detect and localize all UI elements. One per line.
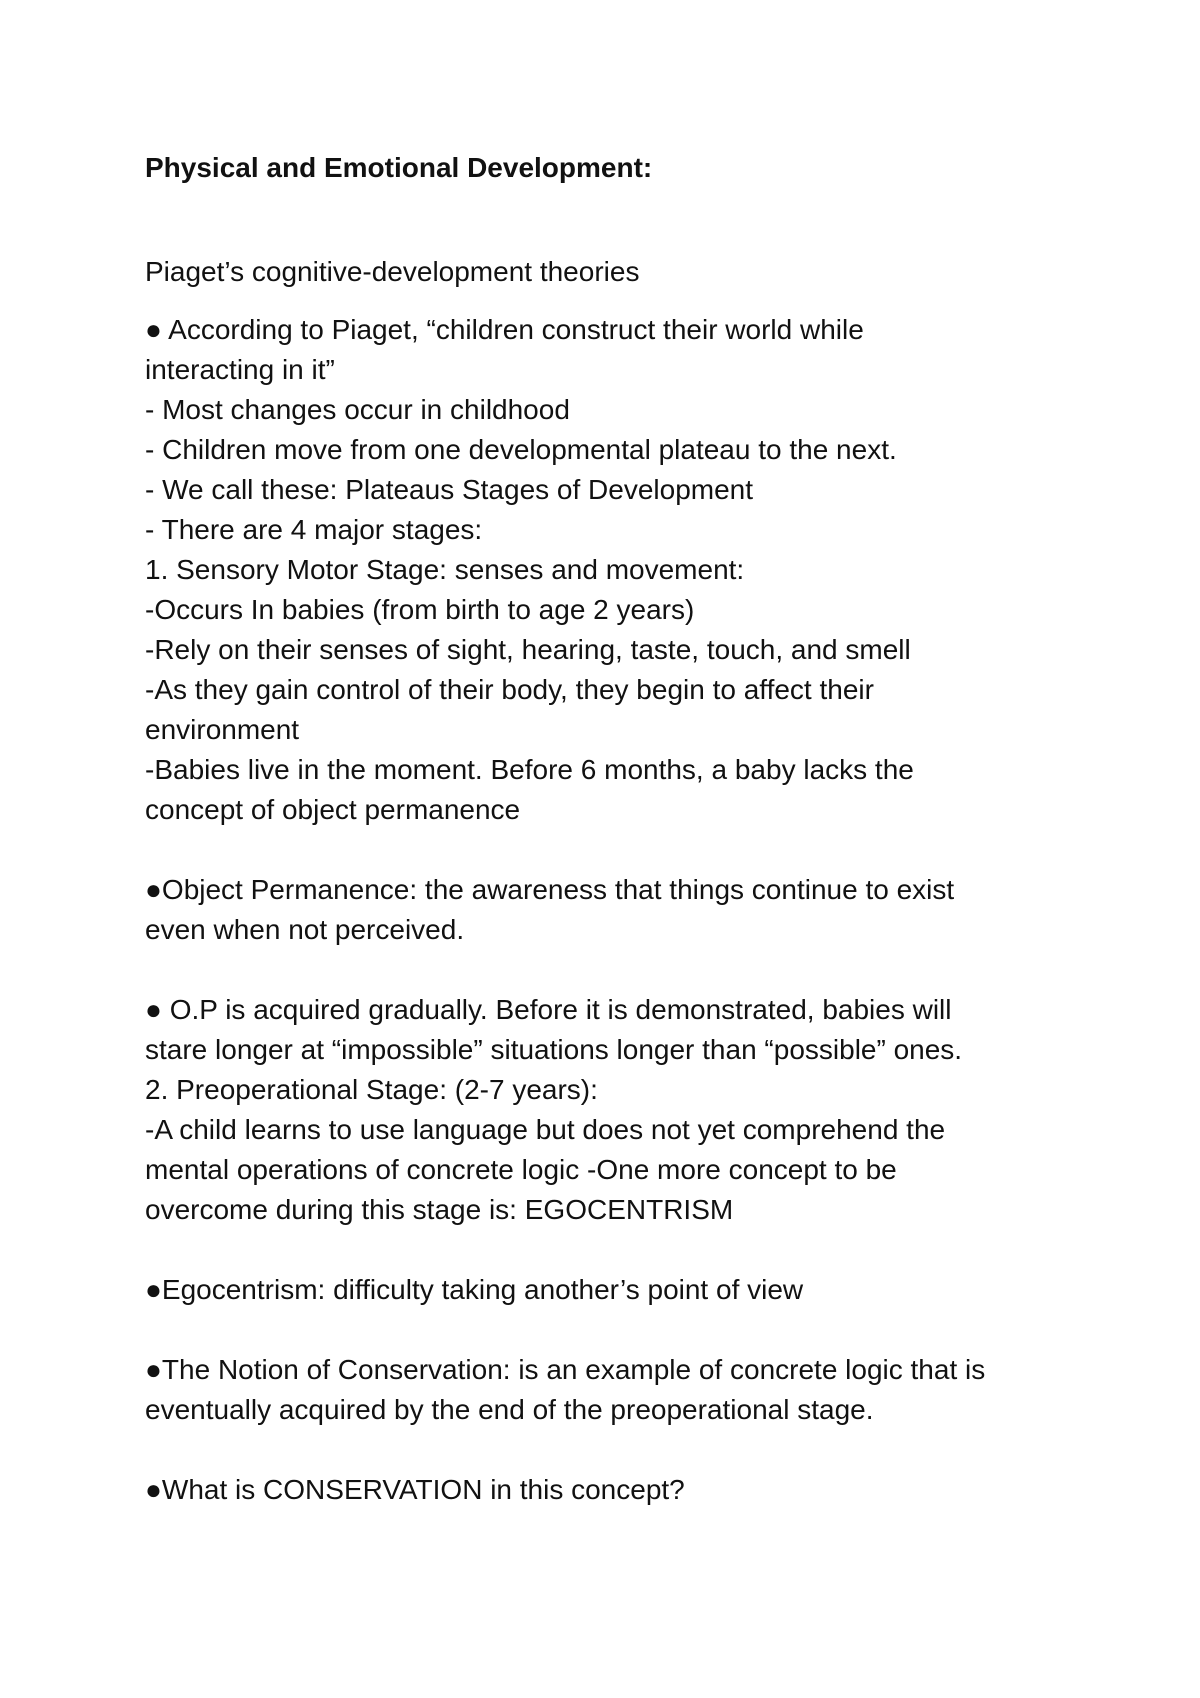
section-heading: Piaget’s cognitive-development theories xyxy=(145,256,640,287)
spacer xyxy=(145,292,1145,310)
document-content xyxy=(145,148,1145,1510)
text-line: ●The Notion of Conservation: is an example of concrete logic that is xyxy=(145,1354,986,1385)
blank-line xyxy=(145,1230,1145,1270)
text-line: -Rely on their senses of sight, hearing, taste, touch, and smell xyxy=(145,634,911,665)
text-line: -As they gain control of their body, they begin to affect their xyxy=(145,674,874,705)
blank-line xyxy=(145,1310,1145,1350)
text-line: ● O.P is acquired gradually. Before it is demonstrated, babies will xyxy=(145,994,952,1025)
text-line: 2. Preoperational Stage: (2-7 years): xyxy=(145,1074,598,1105)
text-line: ●Object Permanence: the awareness that things continue to exist xyxy=(145,874,955,905)
text-line: even when not perceived. xyxy=(145,914,465,945)
text-line: 1. Sensory Motor Stage: senses and movement: xyxy=(145,554,745,585)
document-title: Physical and Emotional Development: xyxy=(145,152,653,183)
text-line: - Children move from one developmental plateau to the next. xyxy=(145,434,897,465)
text-line: -Babies live in the moment. Before 6 months, a baby lacks the xyxy=(145,754,914,785)
text-line: -Occurs In babies (from birth to age 2 years) xyxy=(145,594,695,625)
text-line: stare longer at “impossible” situations longer than “possible” ones. xyxy=(145,1034,963,1065)
text-line: environment xyxy=(145,714,300,745)
text-line: interacting in it” xyxy=(145,354,335,385)
text-line: - Most changes occur in childhood xyxy=(145,394,570,425)
blank-line xyxy=(145,830,1145,870)
text-line: -A child learns to use language but does not yet comprehend the xyxy=(145,1114,946,1145)
spacer xyxy=(145,188,1145,252)
text-line: eventually acquired by the end of the preoperational stage. xyxy=(145,1394,874,1425)
text-line: concept of object permanence xyxy=(145,794,521,825)
text-line: mental operations of concrete logic -One more concept to be xyxy=(145,1154,897,1185)
text-line: ● According to Piaget, “children construct their world while xyxy=(145,314,864,345)
text-line: ●Egocentrism: difficulty taking another’s point of view xyxy=(145,1274,804,1305)
blank-line xyxy=(145,950,1145,990)
text-line: overcome during this stage is: EGOCENTRISM xyxy=(145,1194,734,1225)
text-line: - We call these: Plateaus Stages of Development xyxy=(145,474,754,505)
text-line: - There are 4 major stages: xyxy=(145,514,483,545)
text-line: ●What is CONSERVATION in this concept? xyxy=(145,1474,685,1505)
document-body xyxy=(145,310,1145,1510)
blank-line xyxy=(145,1430,1145,1470)
